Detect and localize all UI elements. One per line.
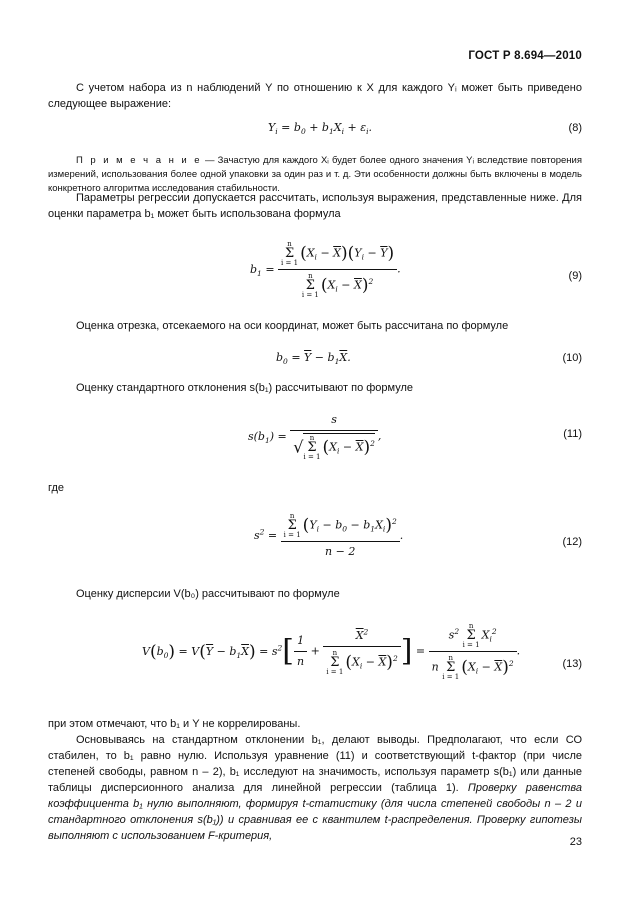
equation-10: $b_0 = \overline{Y} - b_1\overline{X}$.: [276, 351, 351, 367]
page-number: 23: [569, 836, 582, 848]
paragraph-regression-params: Параметры регрессии допускается рассчитать, используя выражения, представленные ниже. Для оценки параметра b₁ может быть использована формула: [48, 192, 582, 220]
equation-12-number: (12): [562, 536, 582, 548]
equation-12: $s^2$ = n Σ i = 1 $(Y_i - b_0 - b_1X_i)^2$ n − 2 .: [254, 512, 404, 558]
conclusions-text: Основываясь на стандартном отклонении b₁, делают выводы. Предполагают, что если СО стабилен, то b₁ равно нулю. Используя уравнение (11) и соответствующий t-фактор (при числе степеней свободы, равном n – 2), b₁ исследуют на значимость, используя параметр s(b₁) или данные таблицы дисперсионного анализа для линейной регрессии (таблица 1).: [48, 734, 582, 794]
equation-9-number: (9): [568, 270, 582, 282]
equation-9: $b_1$ = n Σ i = 1 $(X_i - \overline{X})(Y_i - \overline{Y})$ n Σ i = 1 $(X_i - \overline{X})^2$ .: [250, 240, 401, 299]
conclusions-italic-text: Проверку равенства коэффициента b₁ нулю выполняют, формируя t-статистику (для числа степеней свободы n – 2 и стандартного отклонения s(b₁)) и сравнивая ее с квантилем t-распределения. Проверку гипотезы выполняют с использованием F-критерия,: [48, 782, 582, 842]
paragraph-std-dev: Оценку стандартного отклонения s(b₁) рассчитывают по формуле: [76, 382, 414, 394]
paragraph-uncorrelated: при этом отмечают, что b₁ и Y не коррелированы.: [48, 718, 301, 730]
paragraph-observations: С учетом набора из n наблюдений Y по отношению к X для каждого Yᵢ может быть приведено следующее выражение:: [48, 82, 582, 110]
equation-9-fraction: n Σ i = 1 $(X_i - \overline{X})(Y_i - \overline{Y})$ n Σ i = 1 $(X_i - \overline{X})^2$: [278, 240, 397, 299]
equation-8: $Y_i = b_0 + b_1X_i + \varepsilon_i$.: [268, 121, 373, 137]
equation-11-number: (11): [563, 428, 582, 440]
equation-12-fraction: n Σ i = 1 $(Y_i - b_0 - b_1X_i)^2$ n − 2: [281, 512, 400, 560]
equation-11-fraction: s √ n Σ i = 1 $(X_i - \overline{X})^2$: [290, 412, 378, 461]
paragraph-conclusions: [48, 732, 582, 844]
paragraph-variance: Оценку дисперсии V(b₀) рассчитывают по формуле: [76, 588, 340, 600]
equation-8-number: (8): [568, 122, 582, 134]
paragraph-where: где: [48, 482, 65, 494]
equation-10-number: (10): [562, 352, 582, 364]
note-text: — Зачастую для каждого Xᵢ будет более одного значения Yᵢ вследствие повторения измерений, использования более одной упаковки за один раз и т. д. Эти особенности должны быть включены в модель конкретного алгоритма исследования стабильности.: [48, 155, 582, 194]
paragraph-intercept: Оценка отрезка, отсекаемого на оси координат, может быть рассчитана по формуле: [76, 320, 509, 332]
note-label: П р и м е ч а н и е: [76, 155, 202, 166]
equation-13-number: (13): [562, 658, 582, 670]
standard-header: ГОСТ Р 8.694—2010: [468, 50, 582, 62]
equation-13: $V(b_0) = V(\overline{Y} - b_1\overline{X}) = s^2$[ $\frac{1}{n}$ + $\overline{X}^2$ n Σ i = 1 $(X_i - \overline{X})^2$ ] = $s^2$ n Σ $i = 1X_i^2$ n n Σ i = 1 $(X_i - \overline{X})^2$ .: [142, 622, 521, 681]
equation-11: $s(b_1)$ = s √ n Σ i = 1 $(X_i - \overline{X})^2$ ,: [248, 413, 382, 461]
